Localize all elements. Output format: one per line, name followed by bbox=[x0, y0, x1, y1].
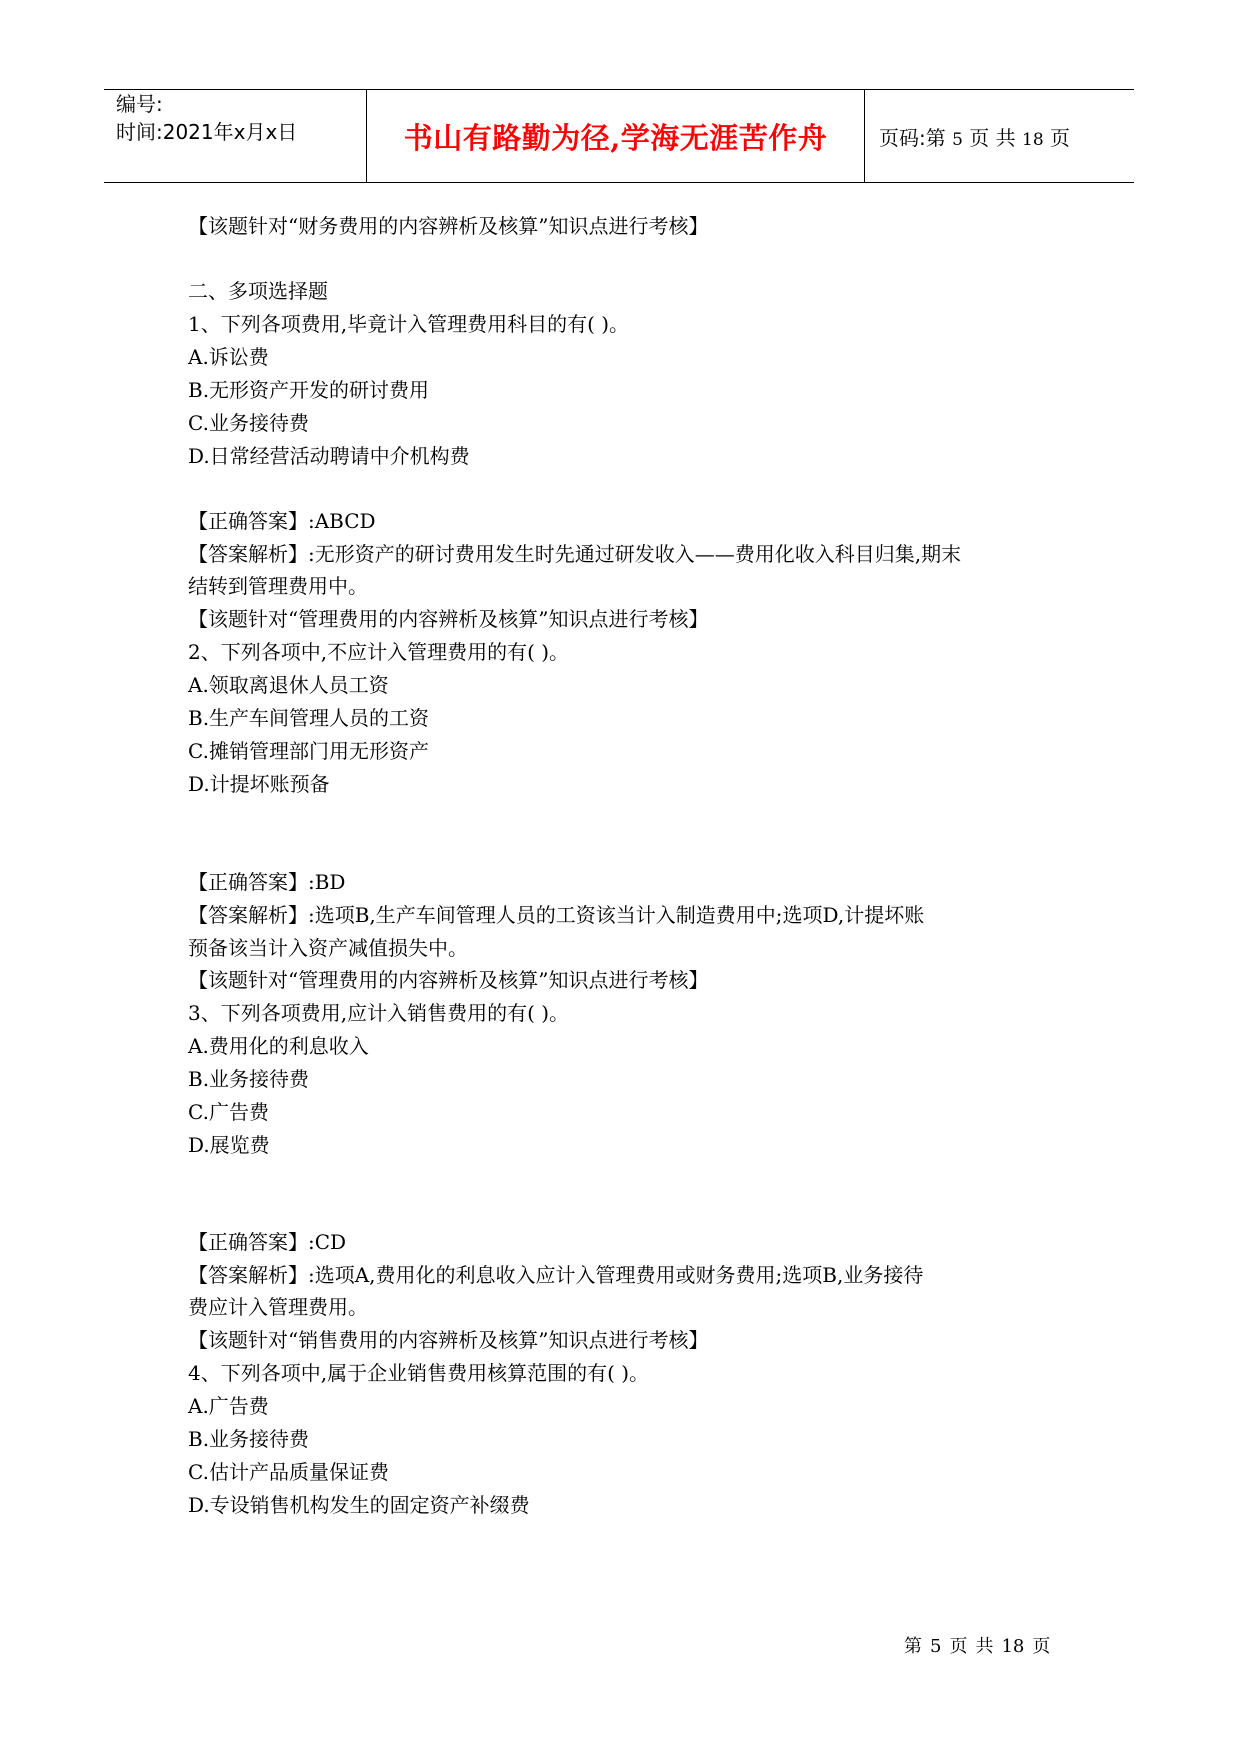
option-d: D.展览费 bbox=[188, 1133, 270, 1157]
page-mid: 页 共 bbox=[969, 125, 1016, 150]
header-meta-cell bbox=[104, 90, 367, 182]
motto-cell bbox=[367, 90, 865, 182]
page-footer bbox=[900, 1632, 1054, 1658]
answer-line: 【正确答案】:BD bbox=[188, 870, 346, 894]
analysis-line: 【答案解析】:无形资产的研讨费用发生时先通过研发收入——费用化收入科目归集,期末 bbox=[188, 542, 962, 566]
option-c: C.估计产品质量保证费 bbox=[188, 1460, 389, 1484]
page-total: 18 bbox=[1022, 129, 1044, 150]
topic-note: 【该题针对“管理费用的内容辨析及核算”知识点进行考核】 bbox=[188, 607, 709, 631]
footer-word: 页 bbox=[949, 1636, 968, 1657]
option-b: B.生产车间管理人员的工资 bbox=[188, 706, 430, 730]
footer-word: 共 bbox=[975, 1636, 994, 1657]
analysis-line: 【答案解析】:选项A,费用化的利息收入应计入管理费用或财务费用;选项B,业务接待 bbox=[188, 1263, 924, 1287]
option-a: A.费用化的利息收入 bbox=[188, 1034, 369, 1058]
option-d: D.专设销售机构发生的固定资产补缀费 bbox=[188, 1493, 530, 1517]
analysis-line: 【答案解析】:选项B,生产车间管理人员的工资该当计入制造费用中;选项D,计提坏账 bbox=[188, 903, 925, 927]
section-note: 【该题针对“财务费用的内容辨析及核算”知识点进行考核】 bbox=[188, 214, 709, 238]
option-c: C.广告费 bbox=[188, 1100, 269, 1124]
question-3: 3、下列各项费用,应计入销售费用的有( )。 bbox=[188, 1001, 570, 1025]
analysis-line-cont: 费应计入管理费用。 bbox=[188, 1295, 368, 1319]
question-4: 4、下列各项中,属于企业销售费用核算范围的有( )。 bbox=[188, 1361, 650, 1385]
answer-line: 【正确答案】:CD bbox=[188, 1230, 347, 1254]
analysis-line-cont: 结转到管理费用中。 bbox=[188, 574, 368, 598]
option-d: D.日常经营活动聘请中介机构费 bbox=[188, 444, 470, 468]
option-c: C.业务接待费 bbox=[188, 411, 309, 435]
option-a: A.诉讼费 bbox=[188, 345, 269, 369]
code-label: 编号: bbox=[116, 92, 163, 116]
document-header bbox=[104, 89, 1134, 183]
page-info-cell bbox=[865, 90, 1134, 182]
footer-word: 页 bbox=[1032, 1636, 1051, 1657]
time-line: 时间:2021年x月x日 bbox=[116, 120, 298, 144]
footer-page-total: 18 bbox=[1001, 1636, 1025, 1657]
page-label: 页码:第 bbox=[879, 125, 946, 150]
option-b: B.无形资产开发的研讨费用 bbox=[188, 378, 430, 402]
option-c: C.摊销管理部门用无形资产 bbox=[188, 739, 429, 763]
footer-page-number: 5 bbox=[930, 1636, 942, 1657]
question-1: 1、下列各项费用,毕竟计入管理费用科目的有( )。 bbox=[188, 312, 630, 336]
question-2: 2、下列各项中,不应计入管理费用的有( )。 bbox=[188, 640, 570, 664]
page-number: 5 bbox=[952, 129, 963, 150]
page-end: 页 bbox=[1050, 125, 1071, 150]
topic-note: 【该题针对“销售费用的内容辨析及核算”知识点进行考核】 bbox=[188, 1328, 709, 1352]
option-d: D.计提坏账预备 bbox=[188, 772, 330, 796]
footer-word: 第 bbox=[904, 1636, 922, 1657]
motto-text: 书山有路勤为径,学海无涯苦作舟 bbox=[403, 120, 828, 155]
option-a: A.领取离退休人员工资 bbox=[188, 673, 389, 697]
option-a: A.广告费 bbox=[188, 1394, 269, 1418]
section-heading: 二、多项选择题 bbox=[188, 279, 328, 303]
page-info bbox=[879, 122, 1070, 151]
analysis-line-cont: 预备该当计入资产减值损失中。 bbox=[188, 936, 468, 960]
topic-note: 【该题针对“管理费用的内容辨析及核算”知识点进行考核】 bbox=[188, 968, 709, 992]
option-b: B.业务接待费 bbox=[188, 1427, 310, 1451]
option-b: B.业务接待费 bbox=[188, 1067, 310, 1091]
answer-line: 【正确答案】:ABCD bbox=[188, 509, 376, 533]
